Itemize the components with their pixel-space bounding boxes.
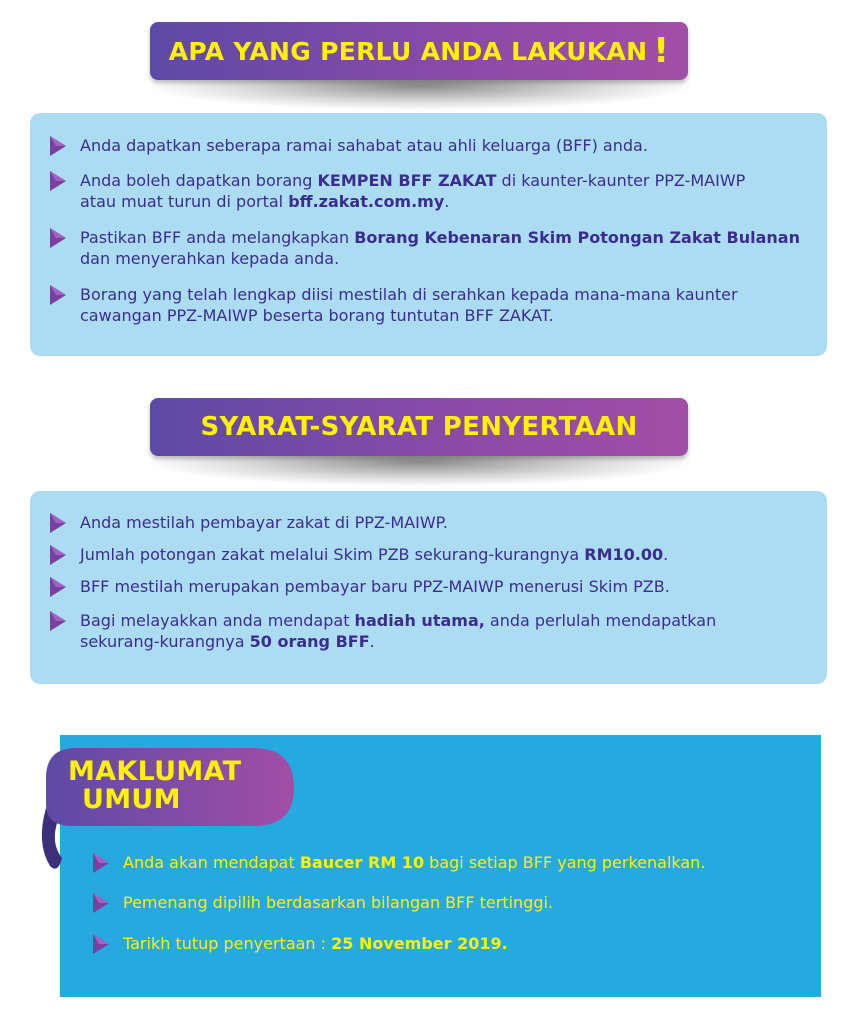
bullet-triangle-icon bbox=[93, 893, 109, 913]
list-item: Pemenang dipilih berdasarkan bilangan BFF tertinggi. bbox=[93, 892, 815, 913]
list-item: Anda dapatkan seberapa ramai sahabat atau ahli keluarga (BFF) anda. bbox=[50, 135, 835, 156]
banner-shadow bbox=[150, 80, 690, 110]
bullet-triangle-icon bbox=[50, 611, 66, 631]
section-title: MAKLUMAT UMUM bbox=[68, 756, 242, 815]
bullet-triangle-icon bbox=[50, 577, 66, 597]
list-item: Jumlah potongan zakat melalui Skim PZB sekurang-kurangnya RM10.00. bbox=[50, 544, 835, 565]
list-item: Anda akan mendapat Baucer RM 10 bagi setiap BFF yang perkenalkan. bbox=[93, 852, 815, 873]
section-title-banner bbox=[150, 22, 688, 80]
bullet-triangle-icon bbox=[50, 228, 66, 248]
section-title: SYARAT-SYARAT PENYERTAAN bbox=[200, 412, 638, 442]
section-title-banner bbox=[150, 398, 688, 456]
bullet-triangle-icon bbox=[50, 171, 66, 191]
list-item: BFF mestilah merupakan pembayar baru PPZ-MAIWP menerusi Skim PZB. bbox=[50, 576, 835, 597]
list-item: Tarikh tutup penyertaan : 25 November 2019. bbox=[93, 933, 815, 954]
section-title: APA YANG PERLU ANDA LAKUKAN bbox=[168, 36, 648, 66]
bullet-triangle-icon bbox=[93, 853, 109, 873]
list-item: Bagi melayakkan anda mendapat hadiah utama, anda perlulah mendapatkan sekurang-kurangnya 50 orang BFF. bbox=[50, 610, 835, 652]
list-item: Pastikan BFF anda melangkapkan Borang Kebenaran Skim Potongan Zakat Bulanan dan menyerahkan kepada anda. bbox=[50, 227, 835, 269]
bullet-triangle-icon bbox=[50, 285, 66, 305]
bullet-triangle-icon bbox=[50, 545, 66, 565]
exclamation-mark: ! bbox=[653, 31, 670, 71]
bullet-triangle-icon bbox=[50, 136, 66, 156]
list-item: Anda boleh dapatkan borang KEMPEN BFF ZAKAT di kaunter-kaunter PPZ-MAIWP atau muat turun di portal bff.zakat.com.my. bbox=[50, 170, 835, 212]
bullet-triangle-icon bbox=[93, 934, 109, 954]
list-item: Anda mestilah pembayar zakat di PPZ-MAIWP. bbox=[50, 512, 835, 533]
banner-shadow bbox=[150, 456, 690, 486]
list-item: Borang yang telah lengkap diisi mestilah di serahkan kepada mana-mana kaunter cawangan PPZ-MAIWP beserta borang tuntutan BFF ZAKAT. bbox=[50, 284, 835, 326]
bullet-triangle-icon bbox=[50, 513, 66, 533]
